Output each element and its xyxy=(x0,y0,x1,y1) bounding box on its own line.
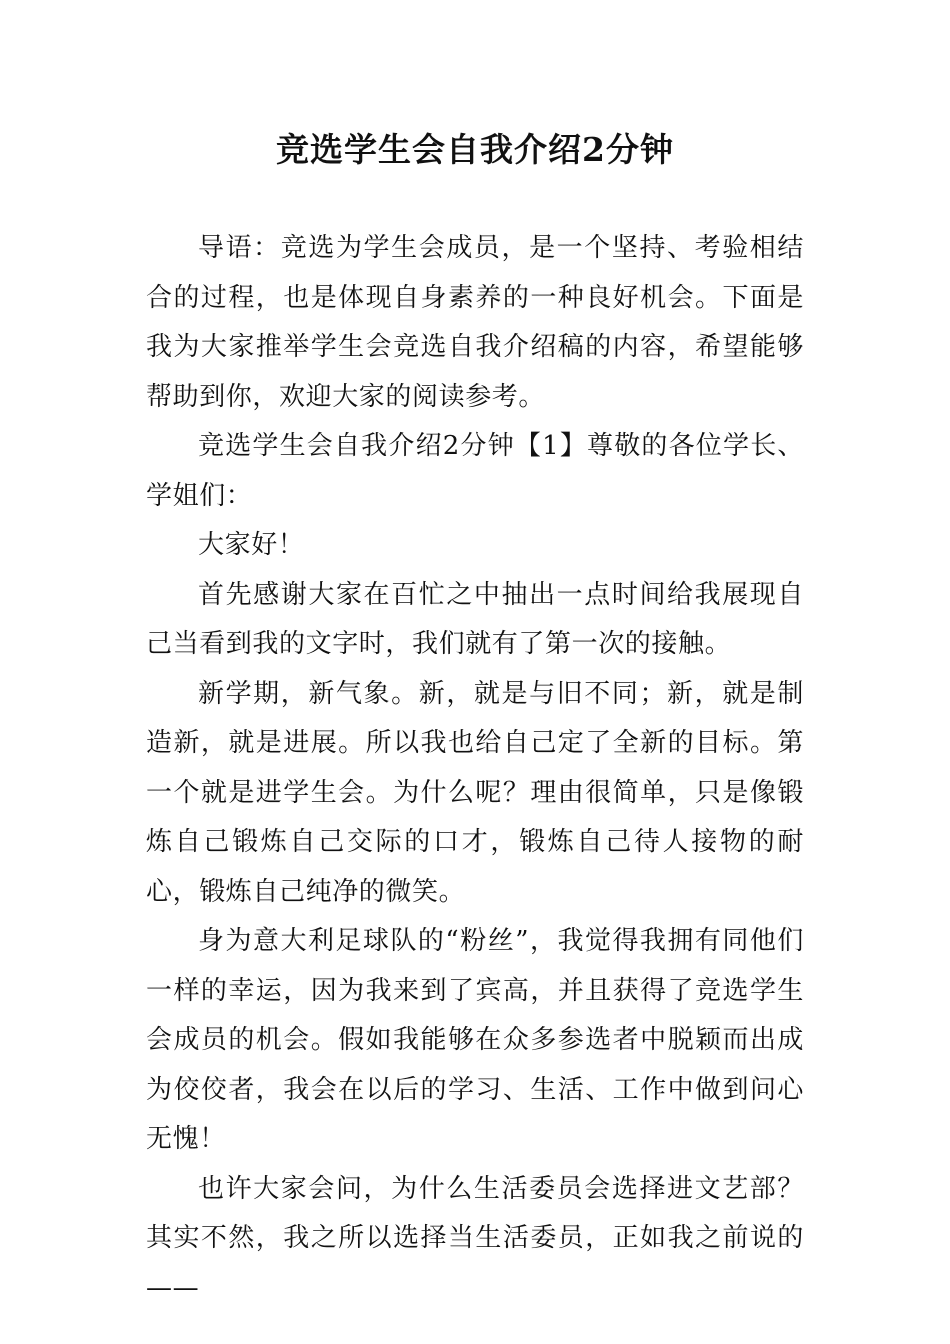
paragraph-new-semester: 新学期，新气象。新，就是与旧不同；新，就是制造新，就是进展。所以我也给自己定了全新的目标。第一个就是进学生会。为什么呢？理由很简单，只是像锻炼自己锻炼自己交际的口才，锻炼自己待人接物的耐心，锻炼自己纯净的微笑。 xyxy=(146,678,804,907)
paragraph-greeting: 大家好！ xyxy=(198,530,305,560)
paragraph-intro: 导语：竞选为学生会成员，是一个坚持、考验相结合的过程，也是体现自身素养的一种良好机会。下面是我为大家推举学生会竞选自我介绍稿的内容，希望能够帮助到你，欢迎大家的阅读参考。 xyxy=(146,233,804,412)
paragraph-salutation: 竞选学生会自我介绍2分钟【1】尊敬的各位学长、学姐们： xyxy=(146,431,804,511)
document-body xyxy=(146,224,804,1313)
document-title: 竞选学生会自我介绍2分钟 xyxy=(276,130,674,169)
paragraph-question: 也许大家会问，为什么生活委员会选择进文艺部？其实不然，我之所以选择当生活委员，正如我之前说的—— xyxy=(146,1173,804,1303)
paragraph-fan: 身为意大利足球队的“粉丝”，我觉得我拥有同他们一样的幸运，因为我来到了宾高，并且获得了竞选学生会成员的机会。假如我能够在众多参选者中脱颖而出成为佼佼者，我会在以后的学习、生活、工作中做到问心无愧！ xyxy=(146,926,804,1154)
paragraph-thanks: 首先感谢大家在百忙之中抽出一点时间给我展现自己当看到我的文字时，我们就有了第一次的接触。 xyxy=(146,579,804,659)
